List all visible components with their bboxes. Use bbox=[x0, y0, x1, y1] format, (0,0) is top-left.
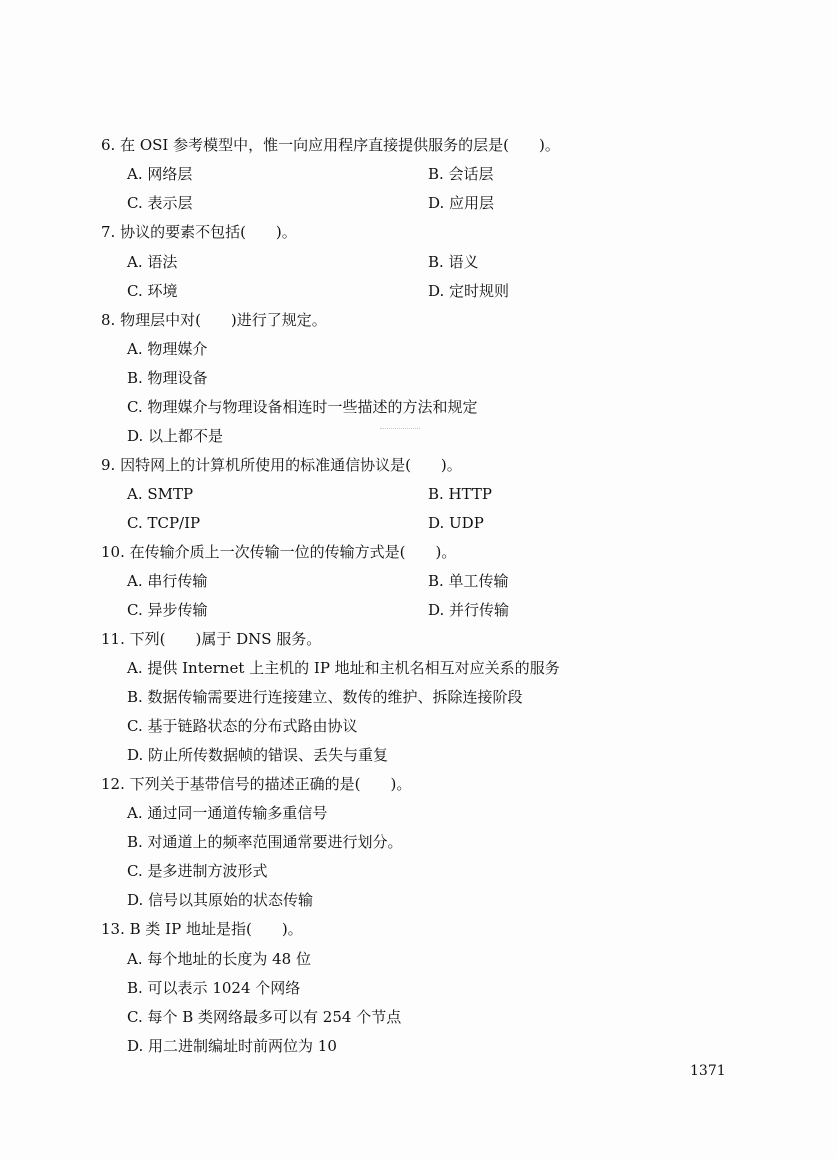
question-6-option-b: B. 会话层 bbox=[428, 165, 494, 183]
question-10-option-c: C. 异步传输 bbox=[127, 601, 208, 619]
question-8-option-a: A. 物理媒介 bbox=[127, 340, 208, 358]
question-13-stem: 13. B 类 IP 地址是指( )。 bbox=[101, 920, 303, 938]
question-9-option-d: D. UDP bbox=[428, 514, 484, 532]
question-9-option-a: A. SMTP bbox=[127, 485, 194, 503]
question-12-option-b: B. 对通道上的频率范围通常要进行划分。 bbox=[127, 833, 403, 851]
question-7-option-b: B. 语义 bbox=[428, 253, 479, 271]
question-9-option-b: B. HTTP bbox=[428, 485, 493, 503]
question-11-option-c: C. 基于链路状态的分布式路由协议 bbox=[127, 717, 358, 735]
question-12-option-d: D. 信号以其原始的状态传输 bbox=[127, 891, 314, 909]
question-8-option-b: B. 物理设备 bbox=[127, 369, 208, 387]
question-9-option-c: C. TCP/IP bbox=[127, 514, 201, 532]
question-10-option-b: B. 单工传输 bbox=[428, 572, 509, 590]
question-8-stem: 8. 物理层中对( )进行了规定。 bbox=[101, 311, 327, 329]
question-12-stem: 12. 下列关于基带信号的描述正确的是( )。 bbox=[101, 775, 412, 793]
question-11-option-d: D. 防止所传数据帧的错误、丢失与重复 bbox=[127, 746, 389, 764]
question-7-option-d: D. 定时规则 bbox=[428, 282, 510, 300]
question-13-option-d: D. 用二进制编址时前两位为 10 bbox=[127, 1037, 337, 1055]
question-10-stem: 10. 在传输介质上一次传输一位的传输方式是( )。 bbox=[101, 543, 457, 561]
question-11-stem: 11. 下列( )属于 DNS 服务。 bbox=[101, 630, 322, 648]
question-11-option-b: B. 数据传输需要进行连接建立、数传的维护、拆除连接阶段 bbox=[127, 688, 523, 706]
question-6-option-c: C. 表示层 bbox=[127, 194, 193, 212]
question-7-option-a: A. 语法 bbox=[127, 253, 178, 271]
question-13-option-c: C. 每个 B 类网络最多可以有 254 个节点 bbox=[127, 1008, 402, 1026]
question-7-stem: 7. 协议的要素不包括( )。 bbox=[101, 223, 297, 241]
question-13-option-b: B. 可以表示 1024 个网络 bbox=[127, 979, 301, 997]
question-8-option-c: C. 物理媒介与物理设备相连时一些描述的方法和规定 bbox=[127, 398, 478, 416]
question-7-option-c: C. 环境 bbox=[127, 282, 178, 300]
question-6-option-d: D. 应用层 bbox=[428, 194, 495, 212]
question-6-option-a: A. 网络层 bbox=[127, 165, 193, 183]
question-10-option-a: A. 串行传输 bbox=[127, 572, 208, 590]
question-10-option-d: D. 并行传输 bbox=[428, 601, 510, 619]
question-9-stem: 9. 因特网上的计算机所使用的标准通信协议是( )。 bbox=[101, 456, 462, 474]
question-8-option-d: D. 以上都不是 bbox=[127, 427, 224, 445]
scan-smudge bbox=[380, 428, 420, 433]
question-12-option-a: A. 通过同一通道传输多重信号 bbox=[127, 804, 328, 822]
question-13-option-a: A. 每个地址的长度为 48 位 bbox=[127, 950, 311, 968]
page-number: 1371 bbox=[690, 1063, 726, 1079]
question-12-option-c: C. 是多进制方波形式 bbox=[127, 862, 268, 880]
question-11-option-a: A. 提供 Internet 上主机的 IP 地址和主机名相互对应关系的服务 bbox=[127, 659, 560, 677]
question-6-stem: 6. 在 OSI 参考模型中，惟一向应用程序直接提供服务的层是( )。 bbox=[101, 136, 560, 154]
